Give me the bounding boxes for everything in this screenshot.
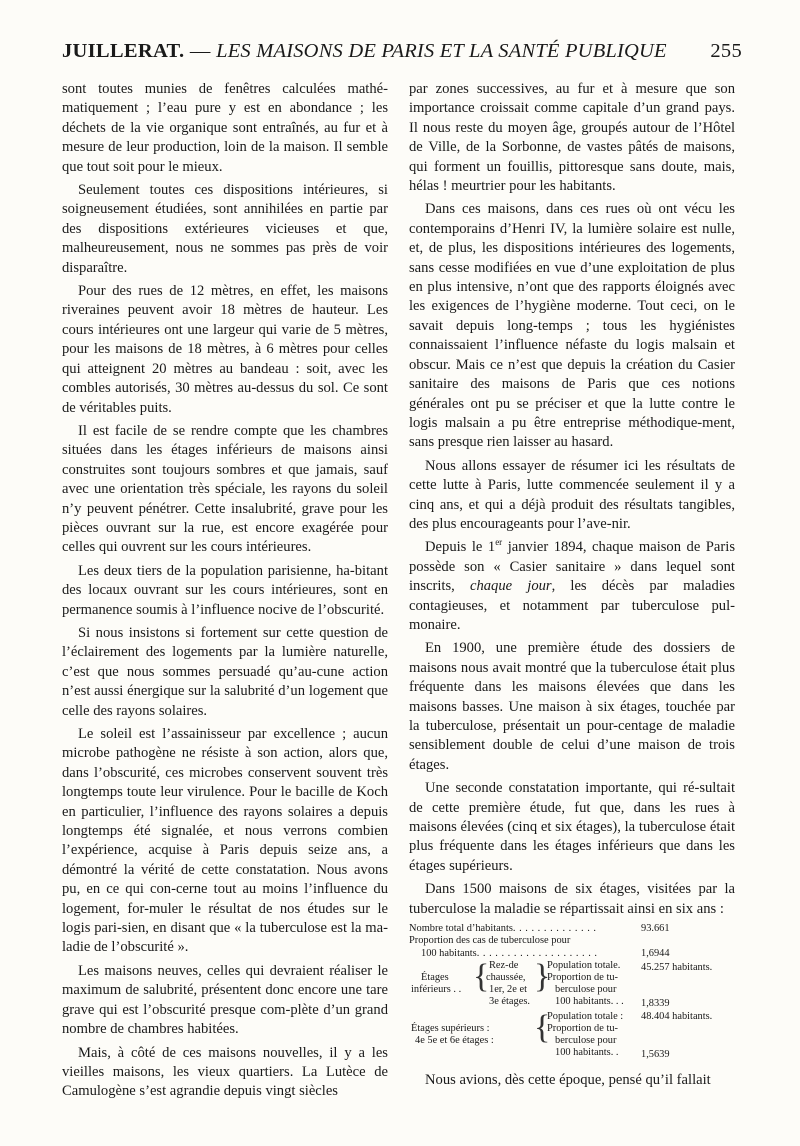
paragraph: Les maisons neuves, celles qui devraient réaliser le maximum de salubrité, présentent donc encore une tare grave qui est l’obscurité presque com-plète d’un grand nombre de chambres habitées. [62, 962, 388, 1038]
paragraph: En 1900, une première étude des dossiers de maisons nous avait montré que la tuberculose était plus fréquente dans les maisons élevées que dans les maisons basses. Une maison à six étages, touchée par la tuberculose, présentait un pour-centage de maladie sensiblement double de celui d’une maison de trois étages. [409, 640, 735, 773]
text-run: Depuis le 1 [425, 539, 496, 556]
group-label: Étages supérieurs : [411, 1023, 490, 1035]
paragraph: Dans 1500 maisons de six étages, visitées par la tuberculose la maladie se répartissait ainsi en six ans : [409, 881, 735, 917]
stats-row-total [409, 923, 735, 935]
page-number: 255 [710, 40, 742, 62]
text-run: janvier 1894, chaque maison de Paris possède son « Casier sanitaire » dans lequel sont inscrits, [409, 539, 735, 595]
population-label: Population totale : [547, 1011, 624, 1023]
right-column [409, 80, 735, 1095]
floor-label: 1er, 2e et [489, 984, 527, 996]
header-author: JUILLERAT. [62, 40, 185, 62]
superscript: er [495, 537, 503, 548]
floor-label: chaussée, [486, 972, 526, 984]
paragraph: Nous allons essayer de résumer ici les résultats de cette lutte à Paris, lutte commencée seulement il y a cinq ans, et qui a déjà produit des résultats tangibles, des plus encourageants pour l’ave-nir. [409, 457, 735, 532]
leader-dots: . . . . . . . . . . . . . . . . . . . . [476, 947, 598, 959]
group-label: Étages [421, 972, 449, 984]
proportion-label: Proportion de tu- [547, 972, 618, 984]
text-run: , les décès par maladies contagieuses, et notamment par tuberculose pul-monaire. [409, 578, 735, 633]
paragraph: Pour des rues de 12 mètres, en effet, les maisons riveraines peuvent avoir 18 mètres de hauteur. Les cours intérieures ont une largeur qui varie de 5 mètres, pour les maisons de 18 mètres, à 6 mètres pour celles qui atteignent 20 mètres au bandeau : soit, avec les combles autorisés, 30 mètres au-dessus du sol. Ce sont de véritables puits. [62, 283, 388, 416]
group-label: inférieurs . . [411, 984, 462, 996]
proportion-value: 1,5639 [641, 1049, 670, 1061]
paragraph: Il est facile de se rendre compte que les chambres situées dans les étages inférieurs de maisons ainsi construites sont toujours sombres et que jamais, sauf avec une orientation très spéciale, les rayons du soleil n’y peuvent pénétrer. Cette insalubrité, grave pour les pièces ouvrant sur la rue, est encore exagérée pour celles qui ouvrent sur les cours intérieures. [62, 422, 388, 556]
proportion-label: Proportion de tu- [547, 1023, 618, 1035]
paragraph: Nous avions, dès cette époque, pensé qu’il fallait [425, 1072, 711, 1089]
stats-label: Nombre total d’habitants [409, 923, 513, 935]
group-label: 4e 5e et 6e étages : [415, 1035, 494, 1047]
paragraph [409, 538, 735, 635]
paragraph: Les deux tiers de la population parisienne, ha-bitant des locaux ouvrant sur les cours intérieures, sont en permanence soumis à l’influence nocive de l’obscurité. [62, 562, 388, 618]
lower-floors-group [409, 958, 735, 1010]
floor-label: 3e étages. [489, 996, 530, 1008]
stats-label: 100 habitants [421, 947, 477, 959]
proportion-label: berculose pour [555, 984, 617, 996]
stats-row-proportion-cont [409, 948, 735, 960]
proportion-label: berculose pour [555, 1035, 617, 1047]
proportion-label: 100 habitants. . . [555, 996, 624, 1008]
brace: { [473, 958, 490, 996]
paragraph: par zones successives, au fur et à mesure que son importance croissait comme capitale d’un grand pays. Il nous reste du moyen âge, groupés autour de l’Hôtel de Ville, de la Sorbonne, de vastes pâtés de maisons, qui forment un fouillis, pittoresque sans doute, mais, hélas ! meurtrier pour les habitants. [409, 81, 735, 195]
stats-value: 1,6944 [641, 947, 670, 959]
stats-row-proportion [409, 935, 735, 947]
leader-dots: . . . . . . . . . . . . . . [512, 923, 597, 935]
emphasis: chaque jour [469, 578, 552, 595]
upper-floors-group [409, 1009, 735, 1061]
header-separator: — [189, 40, 211, 62]
proportion-value: 1,8339 [641, 998, 670, 1010]
paragraph: Si nous insistons si fortement sur cette question de l’éclairement des logements par la lumière naturelle, c’est que nous sommes persuadé qu’au-cune action n’est aussi énergique sur la salubrité d’un logement que celle des rayons solaires. [62, 624, 388, 719]
paragraph: Le soleil est l’assainisseur par excellence ; aucun microbe pathogène ne résiste à son action, alors que, dans l’obscurité, ces microbes conservent souvent très longtemps toute leur virulence. Pour le bacille de Koch en particulier, l’influence des rayons solaires a depuis longtemps été signalée, et nous verrons combien l’expérience, acquise à Paris depuis seize ans, a démontré la vérité de cette constatation. Nous avons pu, en ce qui con-cerne tout au moins l’influence du logement, for-muler le résultat de nos études sur le logis pari-sien, en disant que « la tuberculose est la ma-ladie de l’obscurité ». [62, 726, 388, 956]
population-value: 48.404 habitants. [641, 1011, 713, 1023]
paragraph: Une seconde constatation importante, qui ré-sultait de cette première étude, fut que, dans les rues à maisons élevées (cinq et six étages), la tuberculose était plus fréquente dans les étages inférieurs que dans les étages supérieurs. [409, 780, 735, 874]
statistics-table [409, 923, 735, 1061]
paragraph: sont toutes munies de fenêtres calculées mathé-matiquement ; l’eau pure y est en abondance ; les déchets de la vie organique sont entraînés, au fur et à mesure de leur production, loin de la maison. Il semble que tout soit pour le mieux. [62, 81, 388, 175]
brace: { [534, 1009, 551, 1047]
stats-value: 93.661 [641, 923, 670, 935]
paragraph: Seulement toutes ces dispositions intérieures, si soigneusement étudiées, sont annihilées en partie par des dispositions extérieures vicieuses et que, malheureusement, nous ne sommes pas près de voir disparaître. [62, 182, 388, 276]
paragraph: Dans ces maisons, dans ces rues où ont vécu les contemporains d’Henri IV, la lumière solaire est nulle, et, de plus, les dispositions intérieures des logements, sans cesse modifiées en vue d’une exploitation de plus en plus intensive, n’ont que des rapports éloignés avec les exigences de l’hygiène moderne. Tout ceci, on le savait depuis long-temps ; tous les hygiénistes connaissaient l’influence néfaste du logis malsain et obscur. Mais ce n’est que depuis la création du Casier sanitaire des maisons de Paris que ces notions générales ont pu se préciser et que la lutte contre le logis malsain a pu être entreprise méthodique-ment, sans presque rien laisser au hasard. [409, 201, 735, 451]
brace: } [534, 958, 551, 996]
left-column [62, 80, 388, 1106]
population-value: 45.257 habitants. [641, 962, 713, 974]
paragraph: Mais, à côté de ces maisons nouvelles, il y a les vieilles maisons, les vieux quartiers. La Lutèce de Camulogène s’est agrandie depuis vingt siècles [62, 1044, 388, 1100]
proportion-label: 100 habitants. . [555, 1047, 619, 1059]
population-label: Population totale. [547, 960, 621, 972]
floor-label: Rez-de [489, 960, 519, 972]
stats-label: Proportion des cas de tuberculose pour [409, 935, 571, 947]
running-header [62, 40, 742, 70]
header-title: LES MAISONS DE PARIS ET LA SANTÉ PUBLIQUE [216, 40, 667, 62]
